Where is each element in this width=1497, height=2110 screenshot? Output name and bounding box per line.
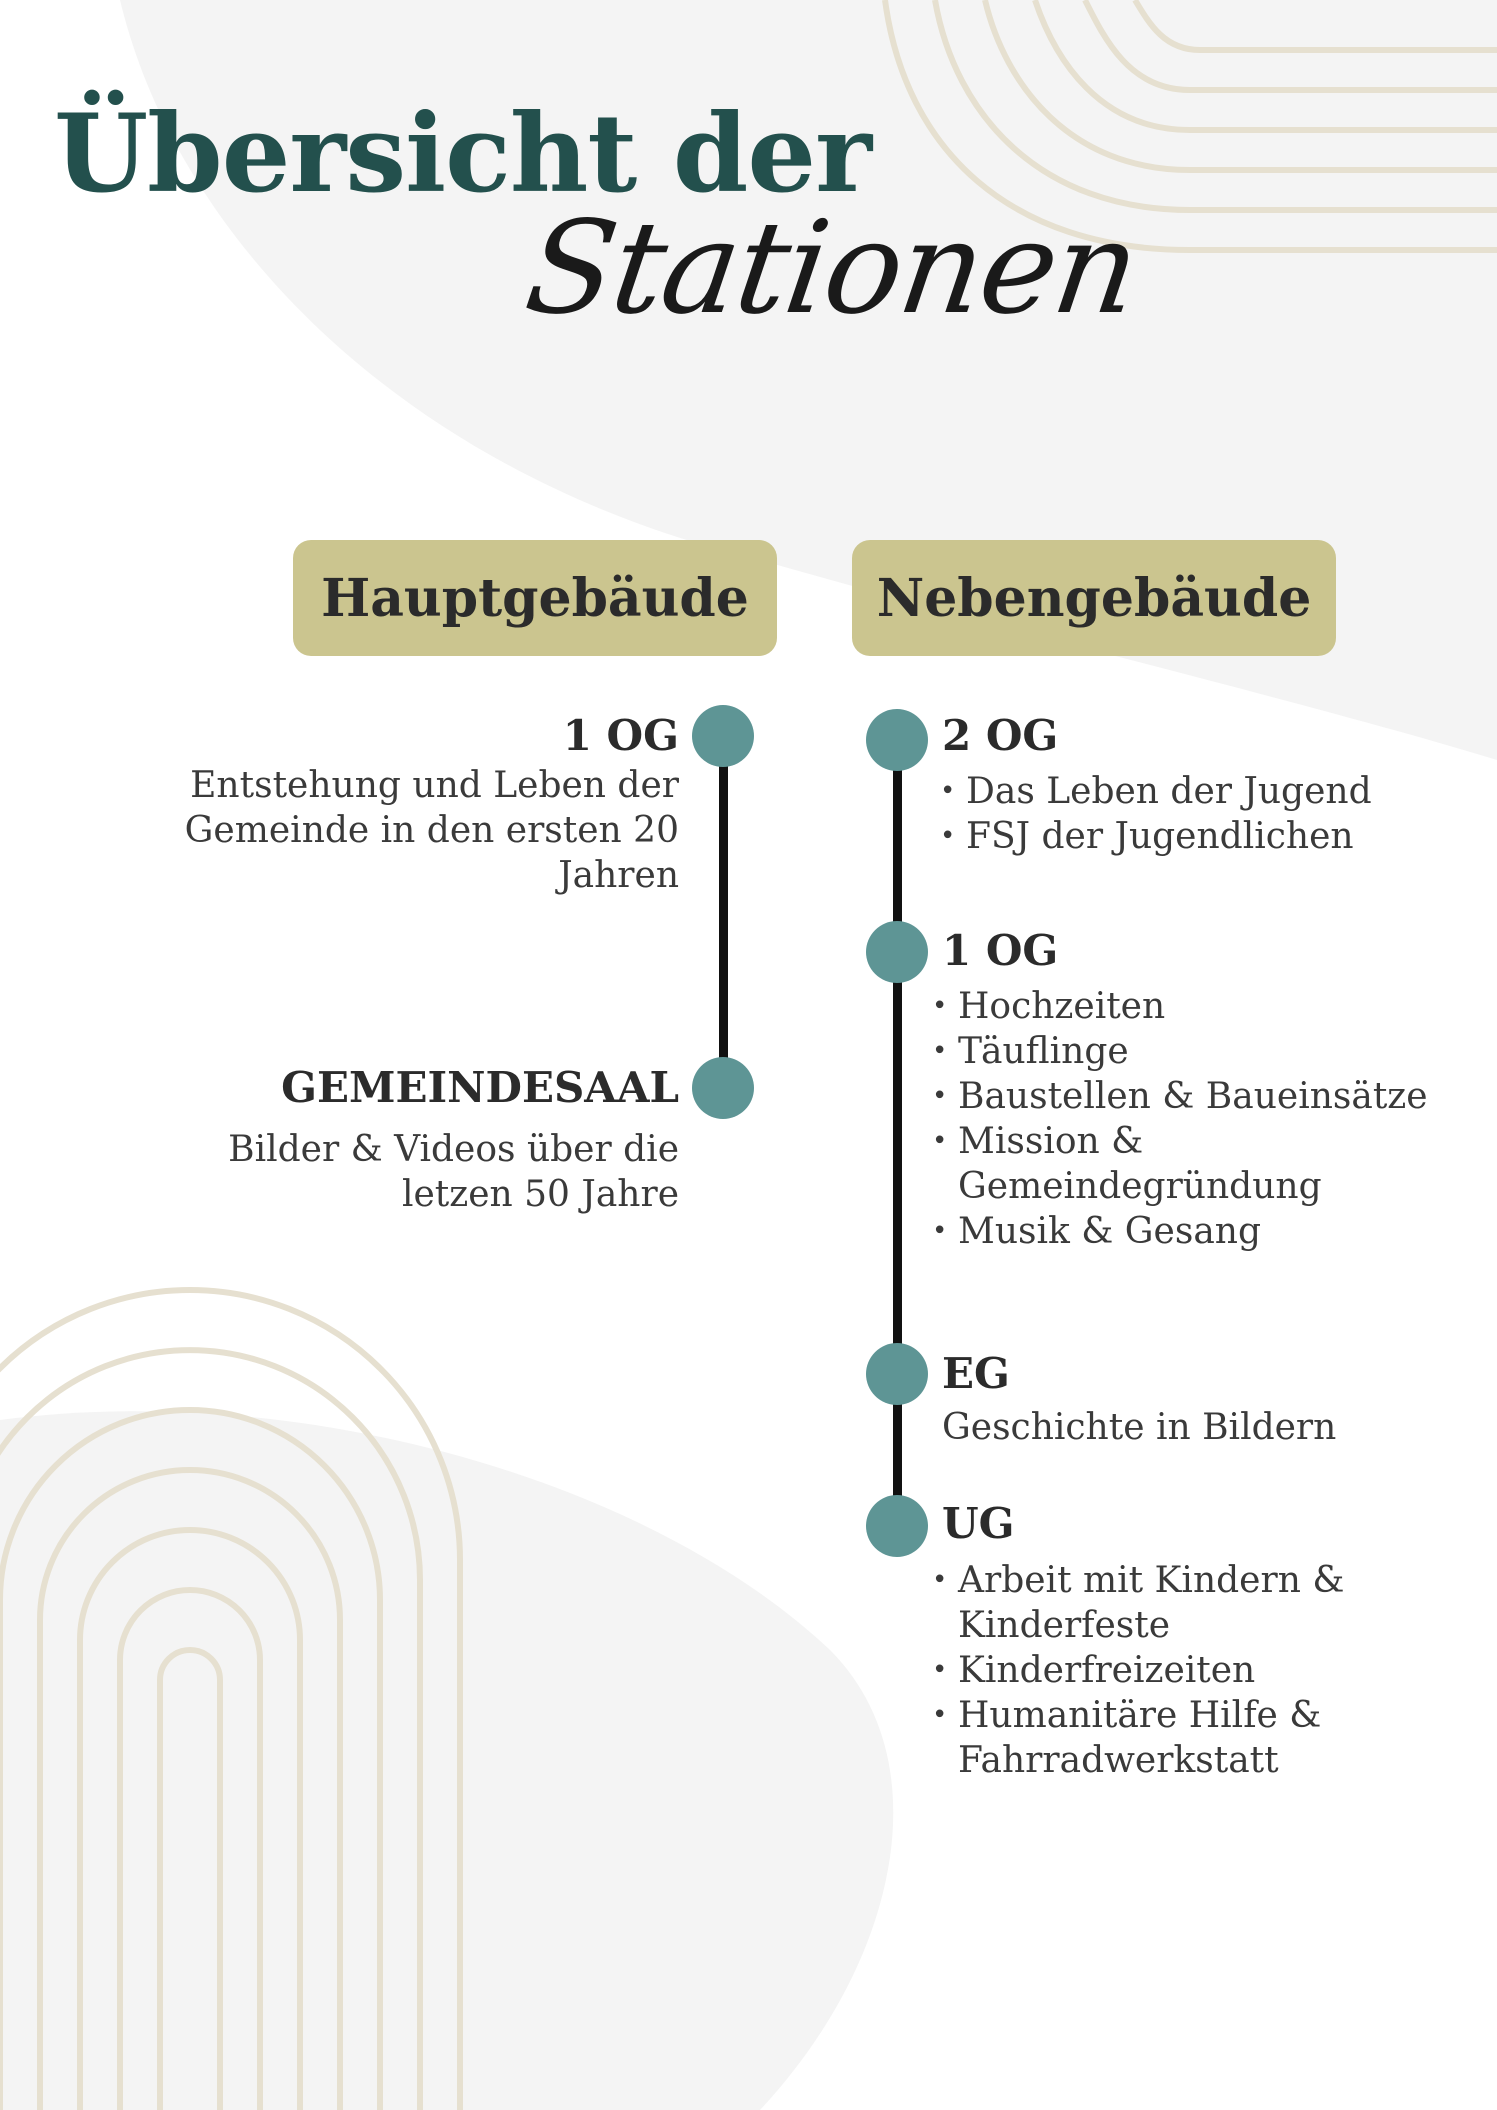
left-station-2-dot [692,1057,754,1119]
list-item: • Mission & Gemeindegründung [932,1119,1318,1209]
right-station-2-label: 1 OG [942,926,1059,975]
list-item: • Musik & Gesang [932,1209,1452,1254]
left-station-2-text: Bilder & Videos über die letzen 50 Jahre [228,1129,679,1215]
right-station-4-list [932,1558,1372,1783]
page-title: Übersicht der [54,91,872,217]
left-station-1-dot [692,705,754,767]
list-item: • Kinderfreizeiten [932,1648,1372,1693]
left-timeline-line [719,736,728,1088]
right-station-2-dot [866,921,928,983]
list-item: • Hochzeiten [932,984,1452,1029]
list-item: • Täuflinge [932,1029,1452,1074]
header-nebengebaeude: Nebengebäude [852,540,1336,656]
bottom-blob-shape [0,1411,893,2110]
header-hauptgebaeude: Hauptgebäude [293,540,777,656]
page-subtitle-script: Stationen [517,194,1147,343]
list-item: • FSJ der Jugendlichen [940,814,1460,859]
right-station-1-dot [866,709,928,771]
right-station-3-text: Geschichte in Bildern [942,1407,1337,1448]
right-station-3-dot [866,1343,928,1405]
left-station-1-label: 1 OG [562,711,679,760]
right-timeline-line [893,740,902,1550]
left-station-1-text: Entstehung und Leben der Gemeinde in den ersten 20 Jahren [184,765,679,896]
list-item: • Arbeit mit Kindern & Kinderfeste [932,1558,1372,1648]
right-station-4-dot [866,1495,928,1557]
right-station-2-list [932,984,1452,1254]
list-item: • Baustellen & Baueinsätze [932,1074,1452,1119]
right-station-4-label: UG [942,1499,1015,1548]
list-item: • Das Leben der Jugend [940,769,1460,814]
list-item: • Humanitäre Hilfe & Fahrradwerkstatt [932,1693,1372,1783]
right-station-1-list [940,769,1460,859]
right-station-3-label: EG [942,1349,1010,1398]
right-station-1-label: 2 OG [942,711,1059,760]
left-station-2-label: GEMEINDESAAL [281,1063,679,1112]
